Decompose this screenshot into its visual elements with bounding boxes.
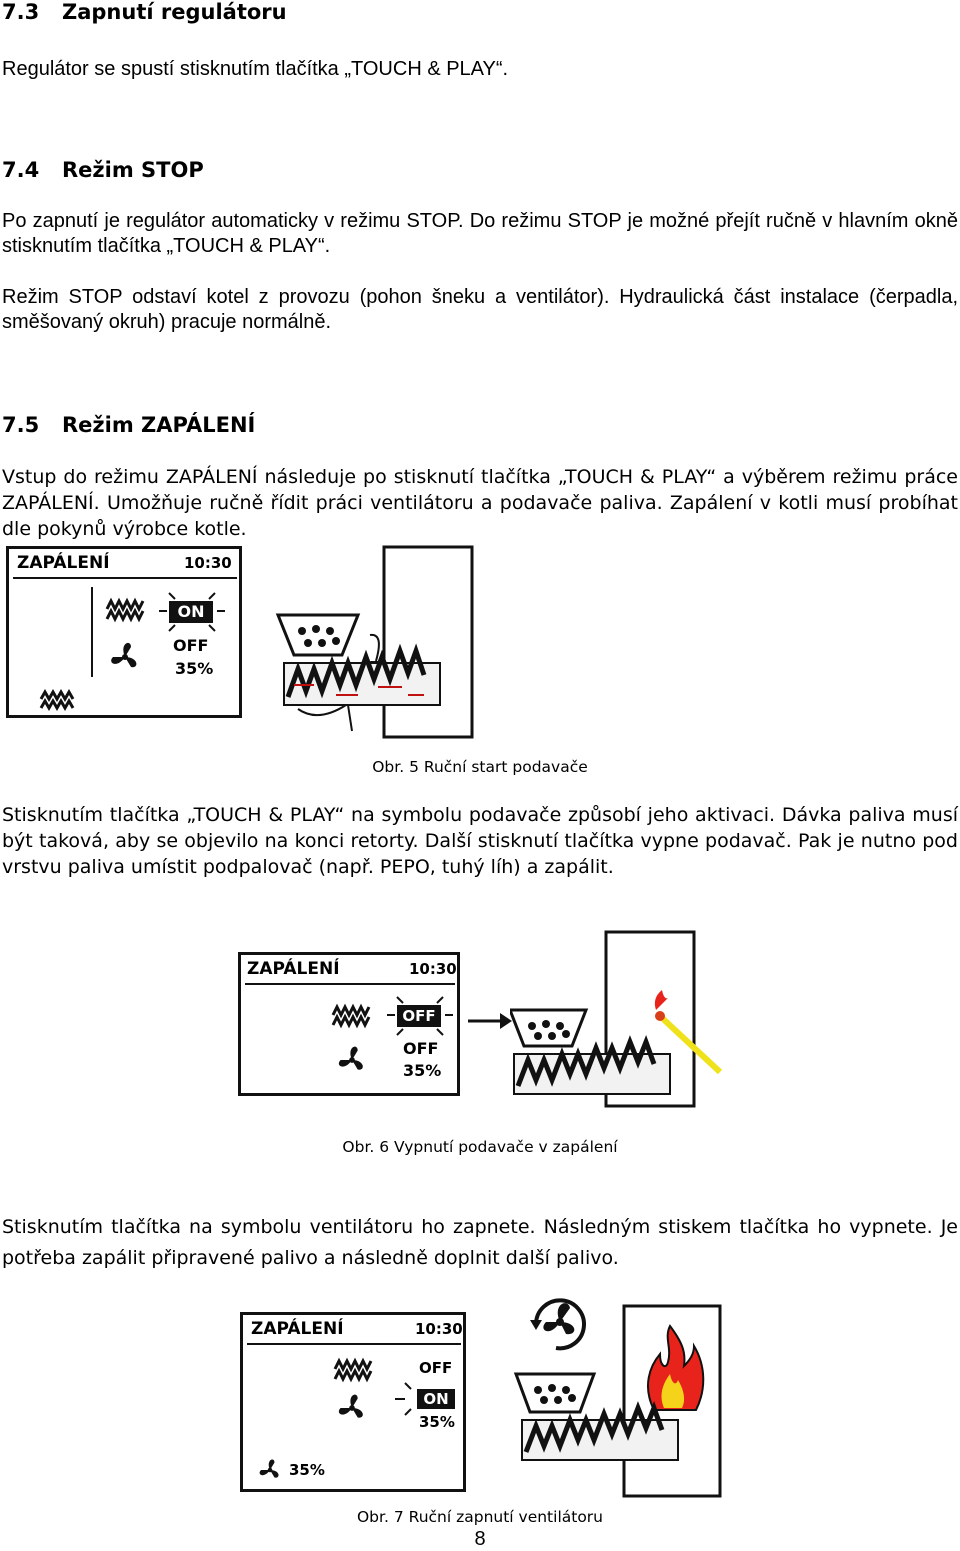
paragraph: Stisknutím tlačítka „TOUCH & PLAY“ na symbolu podavače způsobí jeho aktivaci. Dávka paliva musí být taková, aby se objevilo na konci retorty. Další stisknutí tlačítka vypne podavač. Pak je nutno pod vrstvu paliva umístit podpalovač (např. PEPO, tuhý líh) a zapálit. — [2, 804, 958, 878]
fan-percent: 35% — [403, 1061, 442, 1080]
heater-icon — [333, 1357, 377, 1383]
active-glow-rays — [155, 589, 229, 635]
divider — [247, 1343, 461, 1345]
state-label: ON — [177, 602, 205, 621]
section-number: 7.3 — [2, 0, 40, 24]
figure-caption: Obr. 7 Ruční zapnutí ventilátoru — [356, 1508, 604, 1526]
paragraph: Stisknutím tlačítka na symbolu ventilátoru ho zapnete. Následným stiskem tlačítka ho vypnete. Je potřeba zapálit připravené palivo a následně doplnit další palivo. — [2, 1216, 958, 1269]
screen-title: ZAPÁLENÍ — [251, 1319, 344, 1339]
state-label: ON — [423, 1390, 449, 1408]
boiler-burning-diagram — [514, 1290, 730, 1502]
divider — [91, 587, 93, 677]
active-glow-rays — [383, 993, 457, 1039]
section-title: Režim ZAPÁLENÍ — [62, 413, 256, 437]
boiler-ignition-diagram — [510, 930, 730, 1110]
lcd-screen — [238, 952, 460, 1096]
lcd-screen — [240, 1312, 466, 1492]
section-title: Režim STOP — [62, 158, 204, 182]
feeder-state: OFF — [419, 1359, 453, 1377]
section-7-3-heading — [2, 0, 287, 24]
section-7-5-heading — [2, 413, 255, 437]
fan-icon — [255, 1455, 285, 1485]
figure-caption: Obr. 6 Vypnutí podavače v zapálení — [342, 1138, 618, 1156]
figure-caption: Obr. 5 Ruční start podavače — [372, 758, 588, 776]
heater-icon — [39, 689, 79, 711]
divider — [13, 577, 237, 579]
screen-time: 10:30 — [409, 960, 457, 978]
screen-title: ZAPÁLENÍ — [17, 553, 110, 573]
lcd-screen — [6, 546, 242, 718]
paragraph: Regulátor se spustí stisknutím tlačítka „TOUCH & PLAY“. — [2, 58, 509, 80]
screen-time: 10:30 — [184, 554, 232, 572]
section-number: 7.5 — [2, 413, 40, 437]
heater-icon — [105, 597, 149, 623]
fan-icon — [333, 1041, 371, 1079]
screen-time: 10:30 — [415, 1320, 463, 1338]
fan-state: OFF — [173, 636, 209, 655]
boiler-feeder-diagram — [258, 545, 478, 740]
paragraph: Režim STOP odstaví kotel z provozu (pohon šneku a ventilátor). Hydraulická část instalace (čerpadla, směšovaný okruh) pracuje normálně. — [2, 286, 958, 333]
fan-icon — [105, 637, 145, 677]
fan-icon — [333, 1389, 371, 1427]
fan-percent: 35% — [175, 659, 214, 678]
arrow-icon — [466, 1010, 514, 1032]
paragraph: Po zapnutí je regulátor automaticky v režimu STOP. Do režimu STOP je možné přejít ručně v hlavním okně stisknutím tlačítka „TOUCH & PLAY“. — [2, 210, 958, 257]
page-number: 8 — [474, 1528, 486, 1550]
paragraph: Vstup do režimu ZAPÁLENÍ následuje po stisknutí tlačítka „TOUCH & PLAY“ a výběrem režimu práce ZAPÁLENÍ. Umožňuje ručně řídit práci ventilátoru a podavače paliva. Zapálení v kotli musí probíhat dle pokynů výrobce kotle. — [2, 466, 958, 540]
section-7-4-heading — [2, 158, 204, 182]
section-number: 7.4 — [2, 158, 40, 182]
fan-percent: 35% — [419, 1413, 455, 1431]
screen-title: ZAPÁLENÍ — [247, 959, 340, 979]
heater-icon — [331, 1003, 375, 1029]
divider — [245, 983, 455, 985]
state-label: OFF — [402, 1007, 436, 1025]
fan-state: OFF — [403, 1039, 439, 1058]
bottom-percent: 35% — [289, 1461, 325, 1479]
section-title: Zapnutí regulátoru — [62, 0, 287, 24]
